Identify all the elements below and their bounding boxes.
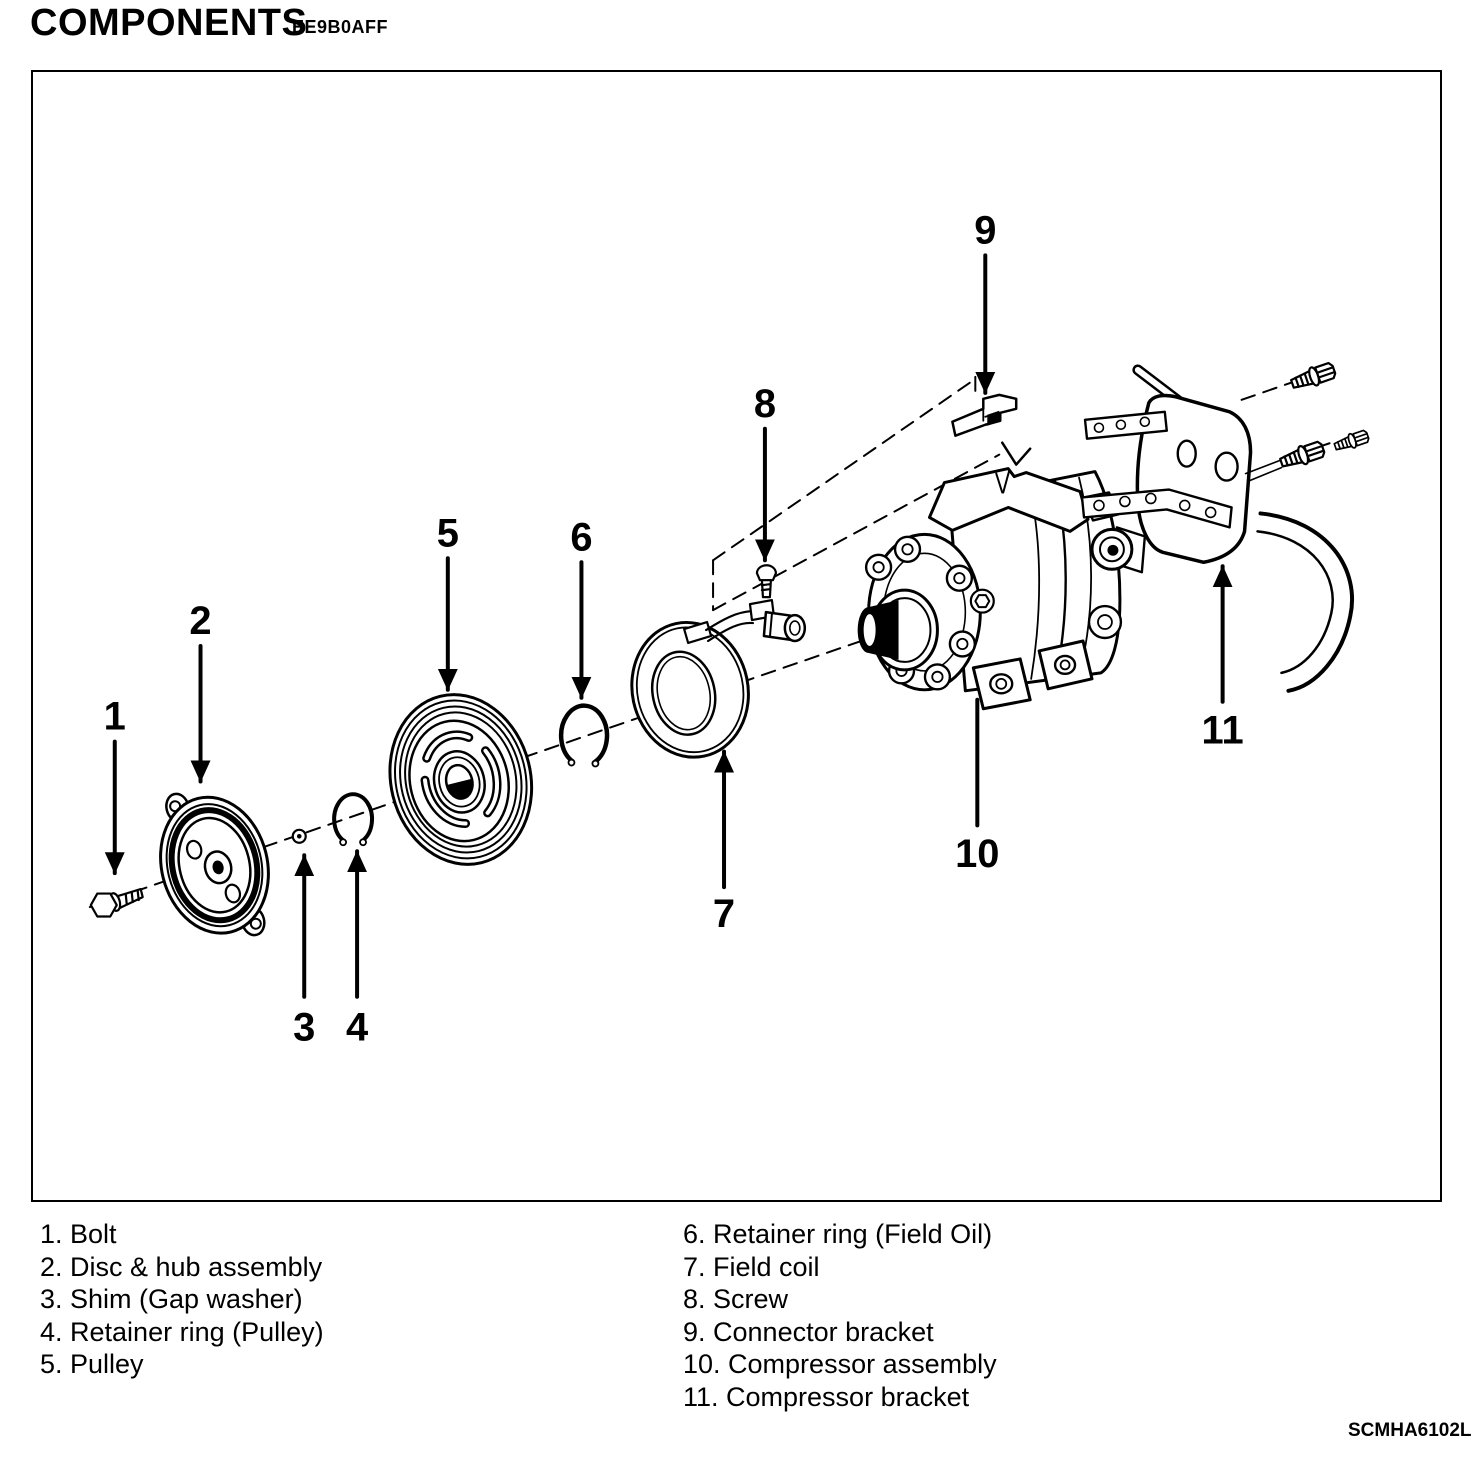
exploded-view-svg [33,72,1440,1200]
callout-label-7: 7 [712,891,736,936]
legend-item-9: 9. Connector bracket [683,1316,934,1347]
legend-right-column [683,1218,997,1413]
legend-item-11: 11. Compressor bracket [683,1381,970,1412]
legend-item-2: 2. Disc & hub assembly [40,1251,323,1282]
callout-label-2: 2 [189,599,212,644]
callout-label-9: 9 [974,208,997,253]
field-coil [619,600,804,768]
callout-label-11: 11 [1201,708,1244,753]
components-diagram-frame [31,70,1442,1202]
legend-left-column [40,1218,324,1381]
connector-bracket [952,395,1016,436]
bolt-part [91,889,143,916]
shim-gap-washer [293,830,306,843]
legend-item-7: 7. Field coil [683,1251,820,1282]
callout-label-10: 10 [955,832,1000,877]
callout-label-6: 6 [570,515,593,560]
drawing-code: SCMHA6102L [1348,1420,1472,1441]
retainer-ring-pulley [334,794,372,845]
retainer-ring-field [561,706,607,767]
callout-label-5: 5 [436,511,459,556]
legend-item-3: 3. Shim (Gap washer) [40,1284,303,1314]
legend-item-1: 1. Bolt [40,1219,117,1249]
mounting-bolts [1246,361,1371,482]
pulley [372,679,549,879]
callout-label-4: 4 [345,1005,369,1050]
callout-label-8: 8 [753,381,777,426]
screw-part [757,565,776,597]
legend-item-4: 4. Retainer ring (Pulley) [40,1316,324,1347]
disc-hub-assembly [144,776,284,953]
compressor-bracket [1137,370,1352,691]
page-title: COMPONENTS [30,2,308,44]
callout-label-1: 1 [103,694,126,739]
figure-code: EE9B0AFF [292,17,389,37]
mount-position-arrow [1002,443,1030,465]
legend-item-5: 5. Pulley [40,1349,144,1379]
callout-label-3: 3 [293,1005,316,1050]
legend-item-8: 8. Screw [683,1284,789,1314]
legend-item-10: 10. Compressor assembly [683,1349,997,1379]
legend-item-6: 6. Retainer ring (Field Oil) [683,1219,993,1249]
